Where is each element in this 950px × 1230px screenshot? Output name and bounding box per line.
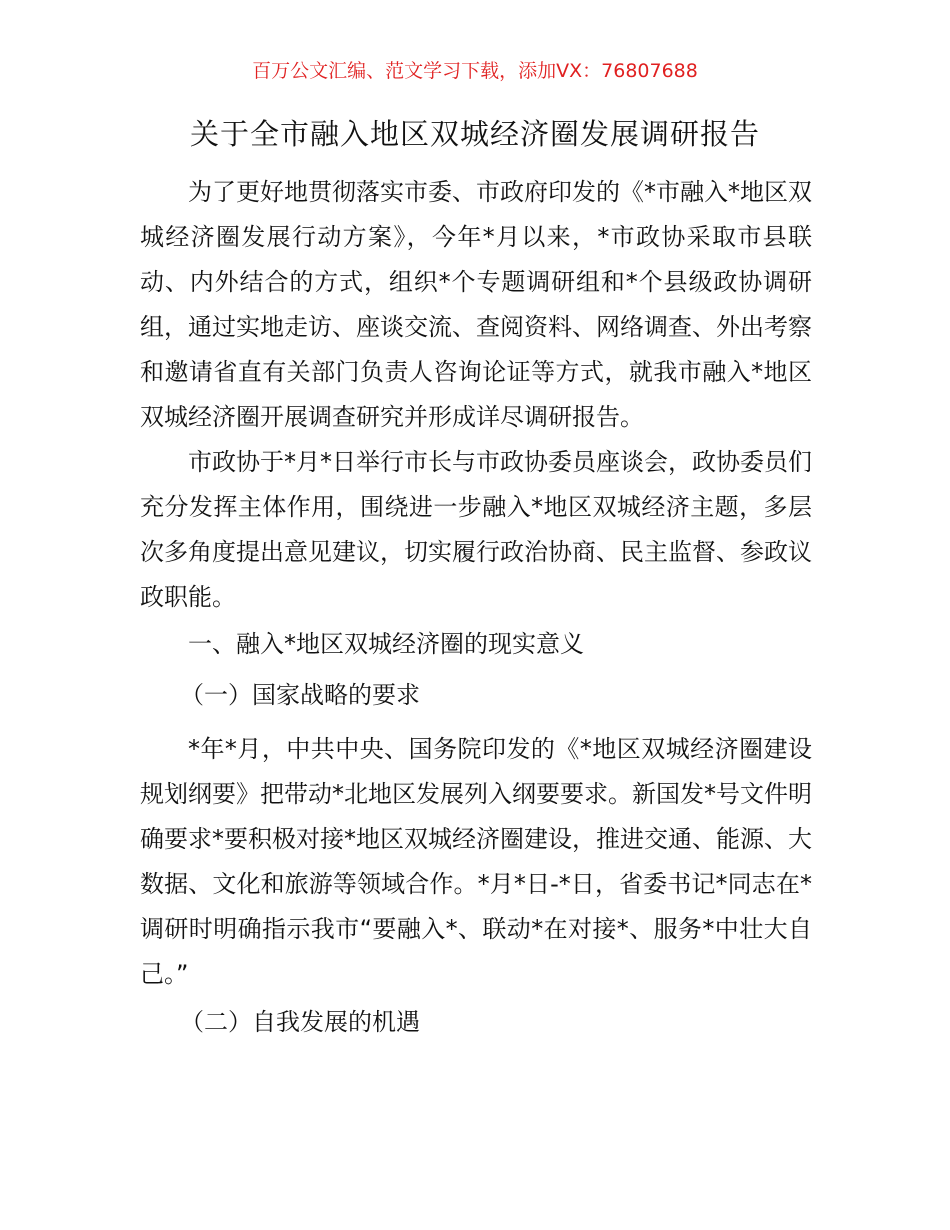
subsection-heading-1-1: [140, 673, 812, 718]
paragraph-text: *年*月，中共中央、国务院印发的《*地区双城经济圈建设规划纲要》把带动*北地区发展列入纲要要求。新国发*号文件明确要求*要积极对接*地区双城经济圈建设，推进交通、能源、大数据、文化和旅游等领域合作。*月*日-*日，省委书记*同志在*调研时明确指示我市“要融入*、联动*在对接*、服务*中壮大自己。”: [140, 735, 812, 988]
watermark-banner: 百万公文汇编、范文学习下载，添加VX：76807688: [252, 60, 698, 82]
section-heading-text: 一、融入*地区双城经济圈的现实意义: [188, 630, 584, 658]
subsection-heading-1-2: [140, 1000, 812, 1045]
paragraph-text: 为了更好地贯彻落实市委、市政府印发的《*市融入*地区双城经济圈发展行动方案》，今年*月以来，*市政协采取市县联动、内外结合的方式，组织*个专题调研组和*个县级政协调研组，通过实地走访、座谈交流、查阅资料、网络调查、外出考察和邀请省直有关部门负责人咨询论证等方式，就我市融入*地区双城经济圈开展调查研究并形成详尽调研报告。: [140, 178, 812, 431]
paragraph-national-strategy: [140, 727, 812, 997]
paragraph-intro: [140, 170, 812, 440]
paragraph-meeting: [140, 440, 812, 620]
section-heading-1: [140, 622, 812, 667]
subsection-heading-text: （一）国家战略的要求: [180, 681, 420, 709]
subsection-heading-text: （二）自我发展的机遇: [180, 1008, 420, 1036]
paragraph-text: 市政协于*月*日举行市长与市政协委员座谈会，政协委员们充分发挥主体作用，围绕进一步融入*地区双城经济主题，多层次多角度提出意见建议，切实履行政治协商、民主监督、参政议政职能。: [140, 448, 812, 611]
document-title: 关于全市融入地区双城经济圈发展调研报告: [189, 117, 760, 151]
